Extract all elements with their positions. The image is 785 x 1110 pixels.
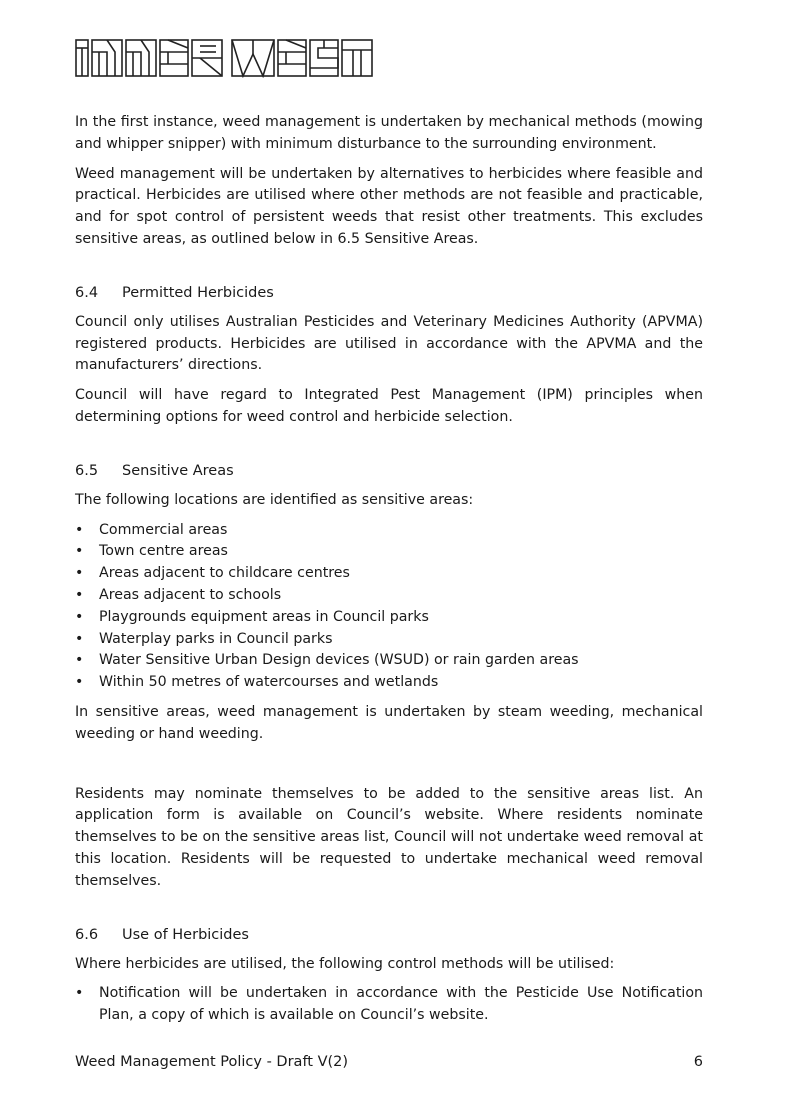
- list-item: • Waterplay parks in Council parks: [75, 629, 703, 651]
- logo-letter-e: [160, 40, 188, 76]
- section-6-4-heading: [75, 282, 703, 304]
- logo-letter-t: [342, 40, 372, 76]
- section-6-5-heading: [75, 460, 703, 482]
- list-item: • Town centre areas: [75, 541, 703, 563]
- section-number: 6.5: [75, 462, 99, 479]
- list-item: • Playgrounds equipment areas in Council parks: [75, 607, 703, 629]
- logo-letter-n: [126, 40, 156, 76]
- intro-paragraph-1: In the first instance, weed management is undertaken by mechanical methods (mowing and whipper snipper) with minimum disturbance to the surrounding environment.: [75, 114, 703, 152]
- footer-doc-title: Weed Management Policy - Draft V(2): [75, 1054, 349, 1070]
- logo-letter-w: [232, 40, 274, 76]
- section-number: 6.6: [75, 926, 99, 943]
- section-title: Use of Herbicides: [122, 926, 249, 943]
- intro-paragraph-2: Weed management will be undertaken by alternatives to herbicides where feasible and practical. Herbicides are utilised where other methods are not feasible and practicable, and for spot control of persistent weeds that resist other treatments. This excludes sensitive areas, as outlined below in 6.5 Sensitive Areas.: [75, 165, 703, 247]
- list-item: • Areas adjacent to childcare centres: [75, 563, 703, 585]
- logo-letter-r: [192, 40, 222, 76]
- list-item: • Notification will be undertaken in accordance with the Pesticide Use Notification Plan, a copy of which is available on Council’s website.: [75, 983, 703, 1027]
- list-item: • Water Sensitive Urban Design devices (WSUD) or rain garden areas: [75, 650, 703, 672]
- document-body: [75, 112, 703, 1027]
- section-6-5-after: In sensitive areas, weed management is undertaken by steam weeding, mechanical weeding or hand weeding.: [75, 703, 703, 742]
- page-footer: [75, 1051, 703, 1073]
- inner-west-logo: [75, 38, 375, 78]
- section-6-6-heading: [75, 924, 703, 946]
- logo-letter-e: [278, 40, 306, 76]
- section-6-4-paragraph-1: Council only utilises Australian Pesticides and Veterinary Medicines Authority (APVMA) registered products. Herbicides are utilised in accordance with the APVMA and the manufacturers’ directions.: [75, 313, 703, 374]
- section-6-5-residents: Residents may nominate themselves to be added to the sensitive areas list. An application form is available on Council’s website. Where residents nominate themselves to be on the sensitive areas list, Council will not undertake weed removal at this location. Residents will be requested to undertake mechanical weed removal themselves.: [75, 785, 703, 889]
- section-6-6-intro: Where herbicides are utilised, the following control methods will be utilised:: [75, 955, 615, 972]
- section-6-5-intro: The following locations are identified as sensitive areas:: [75, 491, 474, 508]
- section-number: 6.4: [75, 284, 99, 301]
- list-item: • Areas adjacent to schools: [75, 585, 703, 607]
- sensitive-areas-list: [75, 520, 703, 694]
- section-title: Sensitive Areas: [122, 462, 234, 479]
- logo-letter-i: [76, 40, 88, 76]
- page-number: 6: [693, 1054, 703, 1070]
- logo-letter-n: [92, 40, 122, 76]
- section-title: Permitted Herbicides: [122, 284, 274, 301]
- list-item: • Within 50 metres of watercourses and wetlands: [75, 672, 703, 694]
- logo-letter-s: [310, 40, 338, 76]
- control-methods-list: [75, 983, 703, 1027]
- section-6-4-paragraph-2: Council will have regard to Integrated Pest Management (IPM) principles when determining options for weed control and herbicide selection.: [75, 387, 703, 425]
- list-item: • Commercial areas: [75, 520, 703, 542]
